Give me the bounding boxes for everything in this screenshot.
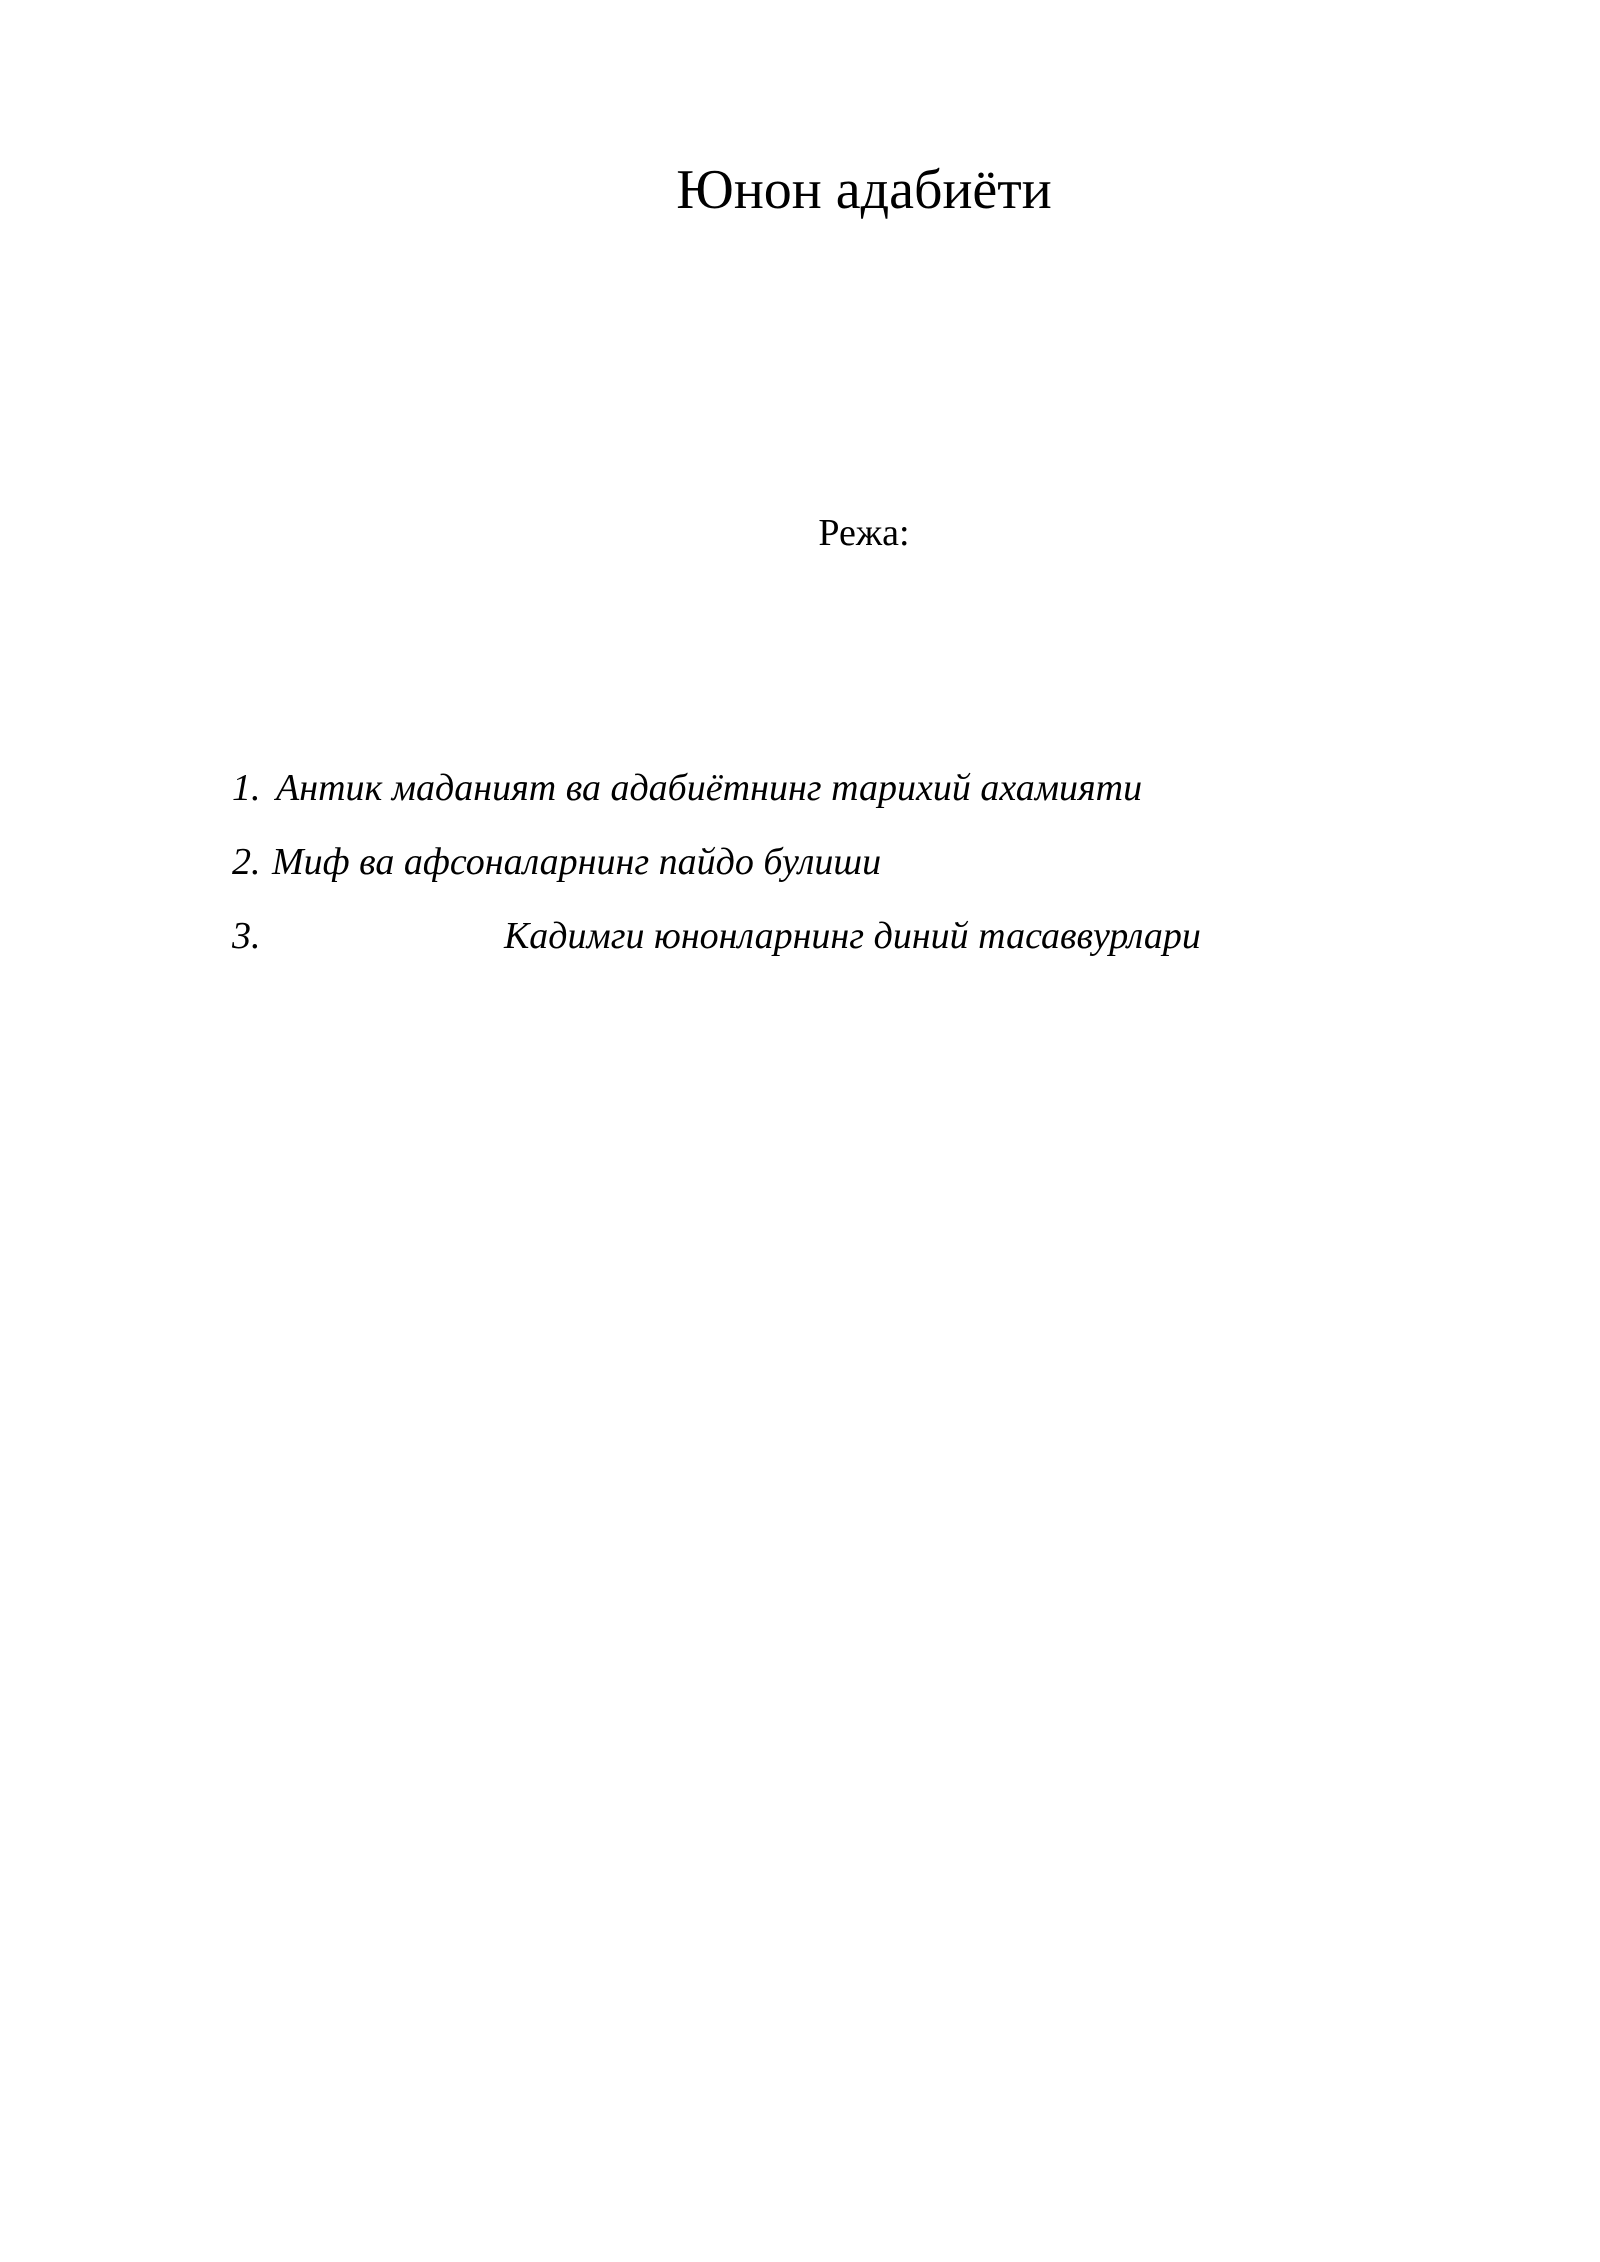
- plan-item-number: 3.: [232, 915, 261, 957]
- plan-item-text: Кадимги юнонларнинг диний тасаввурлари: [504, 915, 1201, 957]
- plan-item-3: [232, 908, 1432, 982]
- plan-list: [232, 760, 1432, 982]
- plan-item-number: 2.: [232, 841, 261, 883]
- document-title: Юнон адабиёти: [676, 159, 1052, 221]
- plan-item-number: 1.: [232, 767, 261, 809]
- plan-heading: Режа:: [818, 512, 910, 554]
- plan-item-text: Миф ва афсоналарнинг пайдо булиши: [272, 841, 882, 883]
- plan-item-text: Антик маданият ва адабиётнинг тарихий ахамияти: [276, 767, 1143, 809]
- plan-item-2: [232, 834, 1432, 908]
- plan-item-1: [232, 760, 1432, 834]
